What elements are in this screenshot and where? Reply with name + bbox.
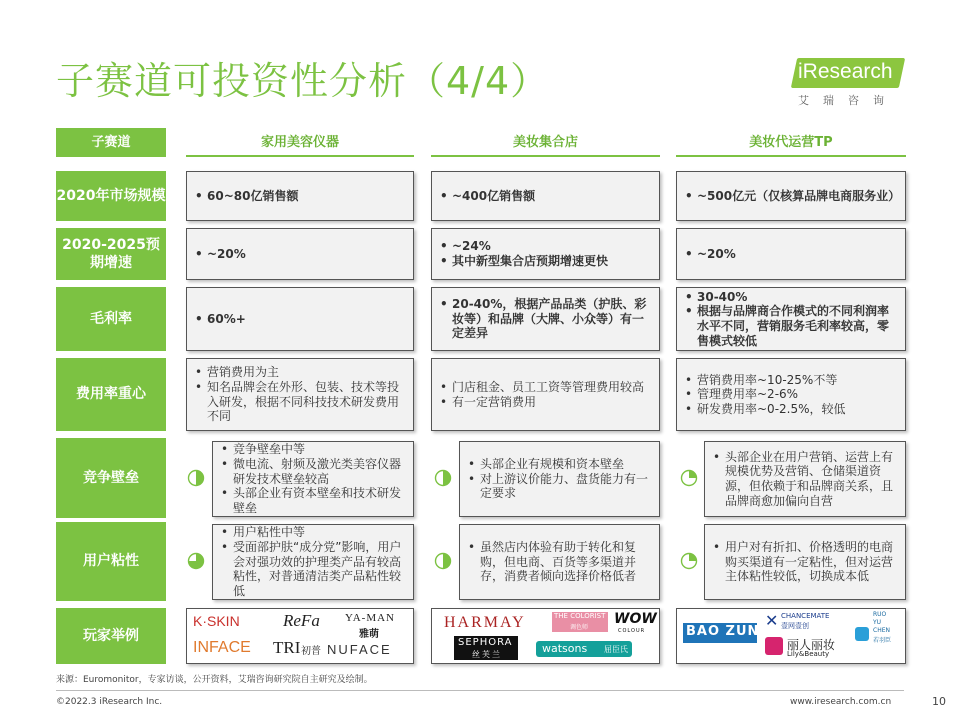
brand-wow-logo: WOW [614,611,657,627]
footer-divider [56,690,904,691]
brand-refa-logo: ReFa [283,611,320,630]
cell-barrier-device [212,441,414,517]
bullet: • 竞争壁垒中等 [233,442,407,457]
brand-inface-logo: INFACE [193,639,251,656]
brand-colorist-cn: 调色师 [570,624,589,631]
cell-growth-device [186,228,414,280]
brand-colorist-logo: THE COLORIST [554,612,606,620]
row-label-market-size: 2020年市场规模 [56,171,166,221]
cell-stickiness-tp [704,524,906,600]
brand-sephora-cn: 丝芙兰 [472,650,502,659]
bullet: • 门店租金、员工工资等管理费用较高 [452,380,644,395]
cell-market-size-device [186,171,414,221]
brand-logos-store [431,608,660,664]
row-label-growth: 2020-2025预期增速 [56,228,166,280]
column-header-beauty-store: 美妆集合店 [431,128,660,157]
table-header-first: 子赛道 [56,128,166,157]
bullet: • 有一定营销费用 [452,395,644,410]
cell-margin-store [431,287,660,351]
cell-stickiness-store [459,524,660,600]
brand-sephora-logo: SEPHORA [458,637,513,648]
cell-barrier-tp [704,441,906,517]
row-label-stickiness: 用户粘性 [56,522,166,601]
column-header-beauty-tp: 美妆代运营TP [676,128,906,157]
brand-ruoyuchen-1: RUO [873,611,887,618]
cell-growth-tp [676,228,906,280]
bullet: • 其中新型集合店预期增速更快 [452,254,608,269]
brand-ruoyuchen-3: CHEN [873,627,890,634]
harvey-ball-icon [187,469,205,487]
bullet: • 管理费用率~2-6% [697,387,846,402]
brand-wow-sub: COLOUR [618,628,646,634]
row-label-players: 玩家举例 [56,608,166,664]
bullet: • 根据与品牌商合作模式的不同利润率水平不同，营销服务毛利率较高，零售模式较低 [697,304,899,348]
brand-tri-cn: 初普 [301,646,321,657]
lily-beauty-mark-icon [765,637,783,655]
brand-kskin-logo: K·SKIN [193,613,240,629]
cell-margin-device [186,287,414,351]
bullet: • 对上游议价能力、盘货能力有一定要求 [480,472,653,501]
bullet: • 头部企业有资本壁垒和技术研发壁垒 [233,486,407,515]
row-label-gross-margin: 毛利率 [56,287,166,351]
bullet: • 30-40% [697,290,899,305]
bullet: • 知名品牌会在外形、包装、技术等投入研发，根据不同科技技术研发费用不同 [207,380,407,424]
bullet: • 20-40%，根据产品品类（护肤、彩妆等）和品牌（大牌、小众等）有一定差异 [452,297,653,341]
bullet: • 营销费用率~10-25%不等 [697,373,846,388]
brand-watsons-logo: watsons [542,642,588,655]
harvey-ball-icon [434,552,452,570]
cell-cost-device [186,358,414,431]
brand-lily-logo: 丽人丽妆 [787,638,836,652]
brand-watsons-cn: 屈臣氏 [604,645,628,654]
harvey-ball-icon [434,469,452,487]
bullet: • 虽然店内体验有助于转化和复购，但电商、百货等多渠道并存，消费者倾向选择价格低者 [480,540,653,584]
page-title: 子赛道可投资性分析（4/4） [56,59,550,103]
brand-ruoyuchen-2: YU [873,619,882,626]
bullet: • 研发费用率~0-2.5%，较低 [697,402,846,417]
brand-tri-logo: TRI [273,638,301,657]
bullet: • ~400亿销售额 [452,189,535,204]
iresearch-logo [790,52,920,112]
bullet: • ~20% [207,247,246,262]
bullet: • ~24% [452,239,608,254]
source-note: 来源：Euromonitor，专家访谈，公开资料，艾瑞咨询研究院自主研究及绘制。 [56,675,373,685]
logo-text: iResearch [798,60,893,83]
copyright: ©2022.3 iResearch Inc. [56,697,163,707]
ruoyuchen-mark-icon [855,627,869,641]
bullet: • ~20% [697,247,736,262]
bullet: • 用户粘性中等 [233,525,407,540]
bullet: • 头部企业有规模和资本壁垒 [480,457,653,472]
bullet: • 60~80亿销售额 [207,189,298,204]
row-label-cost-focus: 费用率重心 [56,358,166,431]
harvey-ball-icon [187,552,205,570]
bullet: • 用户对有折扣、价格透明的电商购买渠道有一定粘性，但对运营主体粘性较低，切换成本低 [725,540,899,584]
cell-cost-store [431,358,660,431]
row-label-barrier: 竞争壁垒 [56,438,166,518]
cell-margin-tp [676,287,906,351]
cell-growth-store [431,228,660,280]
bullet: • 头部企业在用户营销、运营上有规模优势及营销、仓储渠道资源，但依赖于和品牌商关系，且品牌商愈加偏向自营 [725,450,899,509]
brand-lily-en: Lily&Beauty [787,650,830,658]
brand-yaman-logo: YA-MAN [345,612,395,624]
brand-logos-tp [676,608,906,664]
brand-logos-device [186,608,414,664]
brand-yaman-cn: 雅萌 [359,629,379,640]
cell-stickiness-device [212,524,414,600]
bullet: • 微电流、射频及激光类美容仪器研发技术壁垒较高 [233,457,407,486]
bullet: • 60%+ [207,312,246,327]
website-url: www.iresearch.com.cn [790,697,892,707]
harvey-ball-icon [680,552,698,570]
bullet: • 营销费用为主 [207,365,407,380]
brand-baozun-logo: BAO ZUN [686,624,760,639]
brand-chancemate-logo: CHANCEMATE [781,612,830,620]
cell-barrier-store [459,441,660,517]
brand-harmay-logo: HARMAY [444,614,526,631]
cell-market-size-tp [676,171,906,221]
harvey-ball-icon [680,469,698,487]
logo-subtitle: 艾瑞咨询 [798,94,898,107]
bullet: • ~500亿元（仅核算品牌电商服务业） [697,189,899,204]
brand-nuface-logo: NUFACE [327,642,392,657]
brand-ruoyuchen-cn: 若羽臣 [873,637,892,644]
bullet: • 受面部护肤“成分党”影响，用户会对强功效的护理类产品有较高粘性，对普通清洁类产品粘性较低 [233,540,407,599]
column-header-beauty-device: 家用美容仪器 [186,128,414,157]
page-number: 10 [932,695,946,708]
chancemate-mark-icon: ✕ [765,611,779,630]
brand-chancemate-cn: 壹网壹创 [781,622,809,630]
cell-cost-tp [676,358,906,431]
cell-market-size-store [431,171,660,221]
